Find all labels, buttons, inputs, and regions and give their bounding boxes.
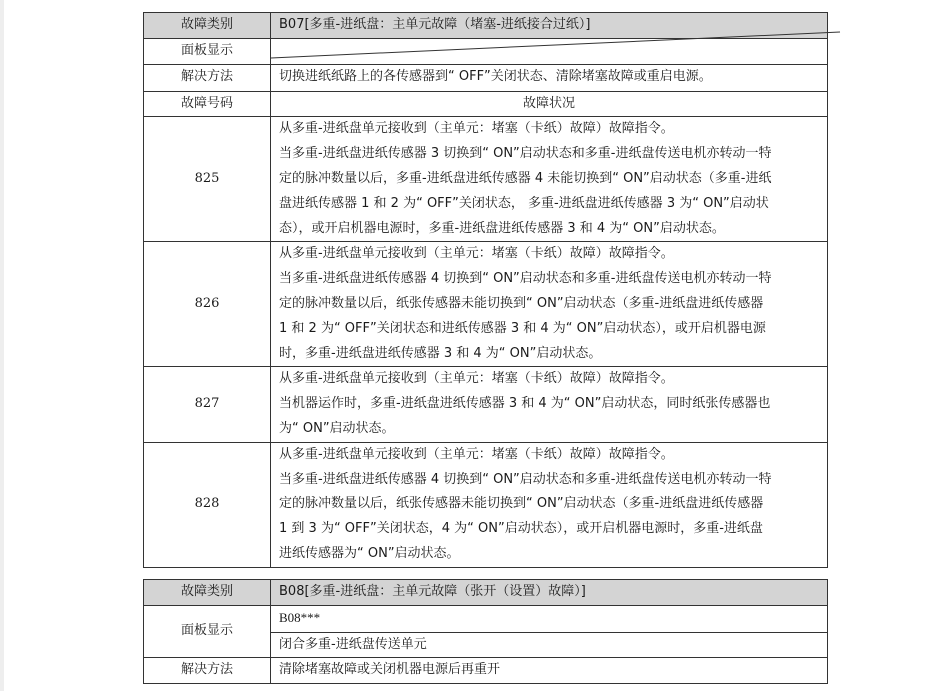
fault-table-b07 bbox=[143, 12, 828, 568]
fault-code-header: 故障号码 bbox=[144, 91, 271, 117]
category-value: B07[多重-进纸盘：主单元故障（堵塞-进纸接合过纸）] bbox=[271, 13, 828, 39]
solution-label: 解决方法 bbox=[144, 658, 271, 684]
fault-code: 825 bbox=[144, 117, 271, 242]
description-line: 从多重-进纸盘单元接收到（主单元：堵塞（卡纸）故障）故障指令。 bbox=[279, 446, 674, 462]
solution-row bbox=[144, 658, 828, 684]
fault-description bbox=[271, 117, 828, 242]
description-line: 当机器运作时，多重-进纸盘进纸传感器 3 和 4 为“ ON”启动状态，同时纸张传感器也 bbox=[279, 396, 771, 412]
description-line: 当多重-进纸盘进纸传感器 3 切换到“ ON”启动状态和多重-进纸盘传送电机亦转动一特 bbox=[279, 146, 772, 162]
page-margin-line bbox=[0, 0, 4, 691]
description-line: 1 和 2 为“ OFF”关闭状态和进纸传感器 3 和 4 为“ ON”启动状态），或开启机器电源 bbox=[279, 320, 766, 336]
description-line: 盘进纸传感器 1 和 2 为“ OFF”关闭状态， 多重-进纸盘进纸传感器 3 为“ ON”启动状 bbox=[279, 195, 769, 211]
panel-display-code bbox=[271, 605, 828, 632]
solution-row bbox=[144, 64, 828, 91]
category-value: B08[多重-进纸盘：主单元故障（张开（设置）故障）] bbox=[271, 580, 828, 606]
fault-row-826 bbox=[144, 242, 828, 367]
category-label: 故障类别 bbox=[144, 580, 271, 606]
fault-description bbox=[271, 442, 828, 567]
fault-code: 827 bbox=[144, 367, 271, 442]
fault-description bbox=[271, 367, 828, 442]
panel-display-label: 面板显示 bbox=[144, 605, 271, 658]
description-line: 从多重-进纸盘单元接收到（主单元：堵塞（卡纸）故障）故障指令。 bbox=[279, 371, 674, 387]
fault-description bbox=[271, 242, 828, 367]
fault-code: 828 bbox=[144, 442, 271, 567]
solution-value: 切换进纸纸路上的各传感器到“ OFF”关闭状态、清除堵塞故障或重启电源。 bbox=[271, 64, 828, 91]
fault-row-827 bbox=[144, 367, 828, 442]
solution-value: 清除堵塞故障或关闭机器电源后再重开 bbox=[271, 658, 828, 684]
fault-code: 826 bbox=[144, 242, 271, 367]
solution-label: 解决方法 bbox=[144, 64, 271, 91]
description-line: 从多重-进纸盘单元接收到（主单元：堵塞（卡纸）故障）故障指令。 bbox=[279, 246, 674, 262]
panel-display-label: 面板显示 bbox=[144, 38, 271, 64]
fault-status-header: 故障状况 bbox=[271, 91, 828, 117]
description-line: 1 到 3 为“ OFF”关闭状态，4 为“ ON”启动状态），或开启机器电源时，多重-进纸盘 bbox=[279, 521, 763, 537]
description-line: 时，多重-进纸盘进纸传感器 3 和 4 为“ ON”启动状态。 bbox=[279, 345, 602, 361]
description-line: 态），或开启机器电源时，多重-进纸盘进纸传感器 3 和 4 为“ ON”启动状态。 bbox=[279, 220, 725, 236]
panel-display-value bbox=[271, 38, 828, 64]
panel-code-text: B08*** bbox=[279, 609, 321, 625]
category-label: 故障类别 bbox=[144, 13, 271, 39]
description-line: 定的脉冲数量以后，纸张传感器未能切换到“ ON”启动状态（多重-进纸盘进纸传感器 bbox=[279, 295, 764, 311]
description-line: 当多重-进纸盘进纸传感器 4 切换到“ ON”启动状态和多重-进纸盘传送电机亦转动一特 bbox=[279, 471, 772, 487]
description-line: 定的脉冲数量以后，纸张传感器未能切换到“ ON”启动状态（多重-进纸盘进纸传感器 bbox=[279, 496, 764, 512]
description-line: 进纸传感器为“ ON”启动状态。 bbox=[279, 545, 460, 561]
header-row bbox=[144, 91, 828, 117]
fault-row-825 bbox=[144, 117, 828, 242]
fault-table-b08 bbox=[143, 579, 828, 684]
description-line: 当多重-进纸盘进纸传感器 4 切换到“ ON”启动状态和多重-进纸盘传送电机亦转动一特 bbox=[279, 271, 772, 287]
description-line: 定的脉冲数量以后，多重-进纸盘进纸传感器 4 未能切换到“ ON”启动状态（多重-进纸 bbox=[279, 170, 772, 186]
panel-display-row bbox=[144, 38, 828, 64]
panel-display-row bbox=[144, 605, 828, 632]
fault-row-828 bbox=[144, 442, 828, 567]
category-row bbox=[144, 580, 828, 606]
description-line: 从多重-进纸盘单元接收到（主单元：堵塞（卡纸）故障）故障指令。 bbox=[279, 121, 674, 137]
panel-display-message: 闭合多重-进纸盘传送单元 bbox=[271, 632, 828, 658]
description-line: 为“ ON”启动状态。 bbox=[279, 420, 395, 436]
category-row bbox=[144, 13, 828, 39]
